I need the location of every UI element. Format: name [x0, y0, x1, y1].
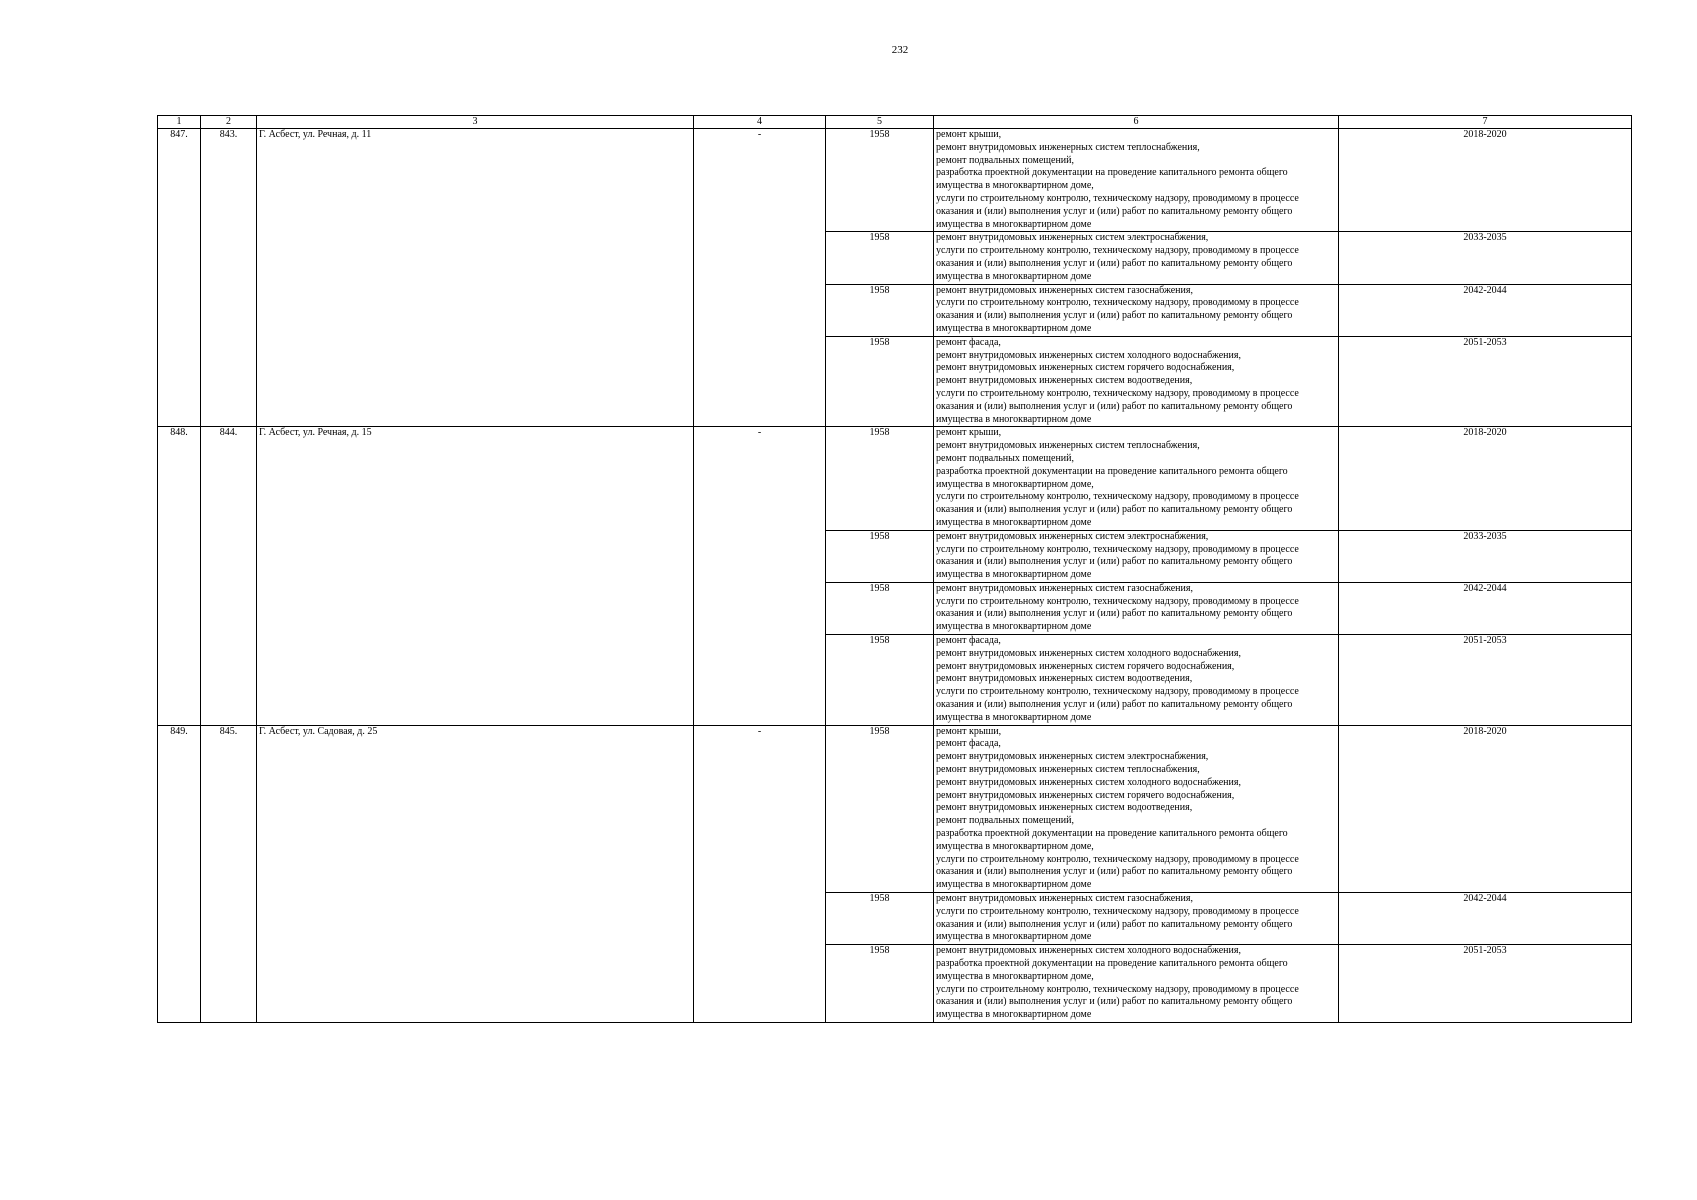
- building-address: Г. Асбест, ул. Речная, д. 11: [257, 129, 694, 427]
- construction-year: 1958: [826, 582, 934, 634]
- page-number: 232: [891, 44, 909, 56]
- table-row: [158, 129, 1632, 232]
- repair-period: 2051-2053: [1339, 635, 1632, 726]
- repair-period: 2033-2035: [1339, 530, 1632, 582]
- column-4-value: -: [694, 427, 826, 725]
- repair-works: ремонт крыши, ремонт внутридомовых инженерных систем теплоснабжения, ремонт подвальных помещений, разработка проектной документации на проведение капитального ремонта общего имущества в многоквартирном доме, услуги по строительному контролю, техническому надзору, проводимому в процессе оказания и (или) выполнения услуг и (или) работ по капитальному ремонту общего имущества в многоквартирном доме: [934, 129, 1339, 232]
- repair-period: 2042-2044: [1339, 893, 1632, 945]
- repair-period: 2018-2020: [1339, 725, 1632, 892]
- repair-period: 2042-2044: [1339, 582, 1632, 634]
- repair-works: ремонт внутридомовых инженерных систем электроснабжения, услуги по строительному контролю, техническому надзору, проводимому в процессе оказания и (или) выполнения услуг и (или) работ по капитальному ремонту общего имущества в многоквартирном доме: [934, 232, 1339, 284]
- repair-period: 2051-2053: [1339, 945, 1632, 1023]
- column-header: 7: [1339, 116, 1632, 129]
- table-row: [158, 725, 1632, 892]
- column-header: 3: [257, 116, 694, 129]
- building-address: Г. Асбест, ул. Садовая, д. 25: [257, 725, 694, 1022]
- construction-year: 1958: [826, 129, 934, 232]
- table-row: [158, 427, 1632, 530]
- construction-year: 1958: [826, 635, 934, 726]
- repair-works: ремонт фасада, ремонт внутридомовых инженерных систем холодного водоснабжения, ремонт внутридомовых инженерных систем горячего водоснабжения, ремонт внутридомовых инженерных систем водоотведения, услуги по строительному контролю, техническому надзору, проводимому в процессе оказания и (или) выполнения услуг и (или) работ по капитальному ремонту общего имущества в многоквартирном доме: [934, 336, 1339, 427]
- capital-repair-table: [157, 115, 1632, 1023]
- record-number-alt: 845.: [201, 725, 257, 1022]
- construction-year: 1958: [826, 725, 934, 892]
- construction-year: 1958: [826, 336, 934, 427]
- column-header: 5: [826, 116, 934, 129]
- record-number-alt: 844.: [201, 427, 257, 725]
- construction-year: 1958: [826, 232, 934, 284]
- repair-period: 2042-2044: [1339, 284, 1632, 336]
- construction-year: 1958: [826, 284, 934, 336]
- column-header: 1: [158, 116, 201, 129]
- repair-works: ремонт крыши, ремонт внутридомовых инженерных систем теплоснабжения, ремонт подвальных помещений, разработка проектной документации на проведение капитального ремонта общего имущества в многоквартирном доме, услуги по строительному контролю, техническому надзору, проводимому в процессе оказания и (или) выполнения услуг и (или) работ по капитальному ремонту общего имущества в многоквартирном доме: [934, 427, 1339, 530]
- repair-period: 2051-2053: [1339, 336, 1632, 427]
- repair-works: ремонт внутридомовых инженерных систем газоснабжения, услуги по строительному контролю, техническому надзору, проводимому в процессе оказания и (или) выполнения услуг и (или) работ по капитальному ремонту общего имущества в многоквартирном доме: [934, 582, 1339, 634]
- column-4-value: -: [694, 725, 826, 1022]
- repair-works: ремонт фасада, ремонт внутридомовых инженерных систем холодного водоснабжения, ремонт внутридомовых инженерных систем горячего водоснабжения, ремонт внутридомовых инженерных систем водоотведения, услуги по строительному контролю, техническому надзору, проводимому в процессе оказания и (или) выполнения услуг и (или) работ по капитальному ремонту общего имущества в многоквартирном доме: [934, 635, 1339, 726]
- record-number: 847.: [158, 129, 201, 427]
- repair-works: ремонт внутридомовых инженерных систем газоснабжения, услуги по строительному контролю, техническому надзору, проводимому в процессе оказания и (или) выполнения услуг и (или) работ по капитальному ремонту общего имущества в многоквартирном доме: [934, 893, 1339, 945]
- column-number-row: [158, 116, 1632, 129]
- column-header: 2: [201, 116, 257, 129]
- repair-works: ремонт внутридомовых инженерных систем электроснабжения, услуги по строительному контролю, техническому надзору, проводимому в процессе оказания и (или) выполнения услуг и (или) работ по капитальному ремонту общего имущества в многоквартирном доме: [934, 530, 1339, 582]
- construction-year: 1958: [826, 945, 934, 1023]
- record-number: 849.: [158, 725, 201, 1022]
- repair-works: ремонт внутридомовых инженерных систем холодного водоснабжения, разработка проектной документации на проведение капитального ремонта общего имущества в многоквартирном доме, услуги по строительному контролю, техническому надзору, проводимому в процессе оказания и (или) выполнения услуг и (или) работ по капитальному ремонту общего имущества в многоквартирном доме: [934, 945, 1339, 1023]
- column-header: 4: [694, 116, 826, 129]
- record-number-alt: 843.: [201, 129, 257, 427]
- building-address: Г. Асбест, ул. Речная, д. 15: [257, 427, 694, 725]
- repair-works: ремонт внутридомовых инженерных систем газоснабжения, услуги по строительному контролю, техническому надзору, проводимому в процессе оказания и (или) выполнения услуг и (или) работ по капитальному ремонту общего имущества в многоквартирном доме: [934, 284, 1339, 336]
- construction-year: 1958: [826, 530, 934, 582]
- construction-year: 1958: [826, 893, 934, 945]
- record-number: 848.: [158, 427, 201, 725]
- construction-year: 1958: [826, 427, 934, 530]
- repair-period: 2033-2035: [1339, 232, 1632, 284]
- column-header: 6: [934, 116, 1339, 129]
- repair-works: ремонт крыши, ремонт фасада, ремонт внутридомовых инженерных систем электроснабжения, ремонт внутридомовых инженерных систем теплоснабжения, ремонт внутридомовых инженерных систем холодного водоснабжения, ремонт внутридомовых инженерных систем горячего водоснабжения, ремонт внутридомовых инженерных систем водоотведения, ремонт подвальных помещений, разработка проектной документации на проведение капитального ремонта общего имущества в многоквартирном доме, услуги по строительному контролю, техническому надзору, проводимому в процессе оказания и (или) выполнения услуг и (или) работ по капитальному ремонту общего имущества в многоквартирном доме: [934, 725, 1339, 892]
- column-4-value: -: [694, 129, 826, 427]
- repair-period: 2018-2020: [1339, 427, 1632, 530]
- repair-period: 2018-2020: [1339, 129, 1632, 232]
